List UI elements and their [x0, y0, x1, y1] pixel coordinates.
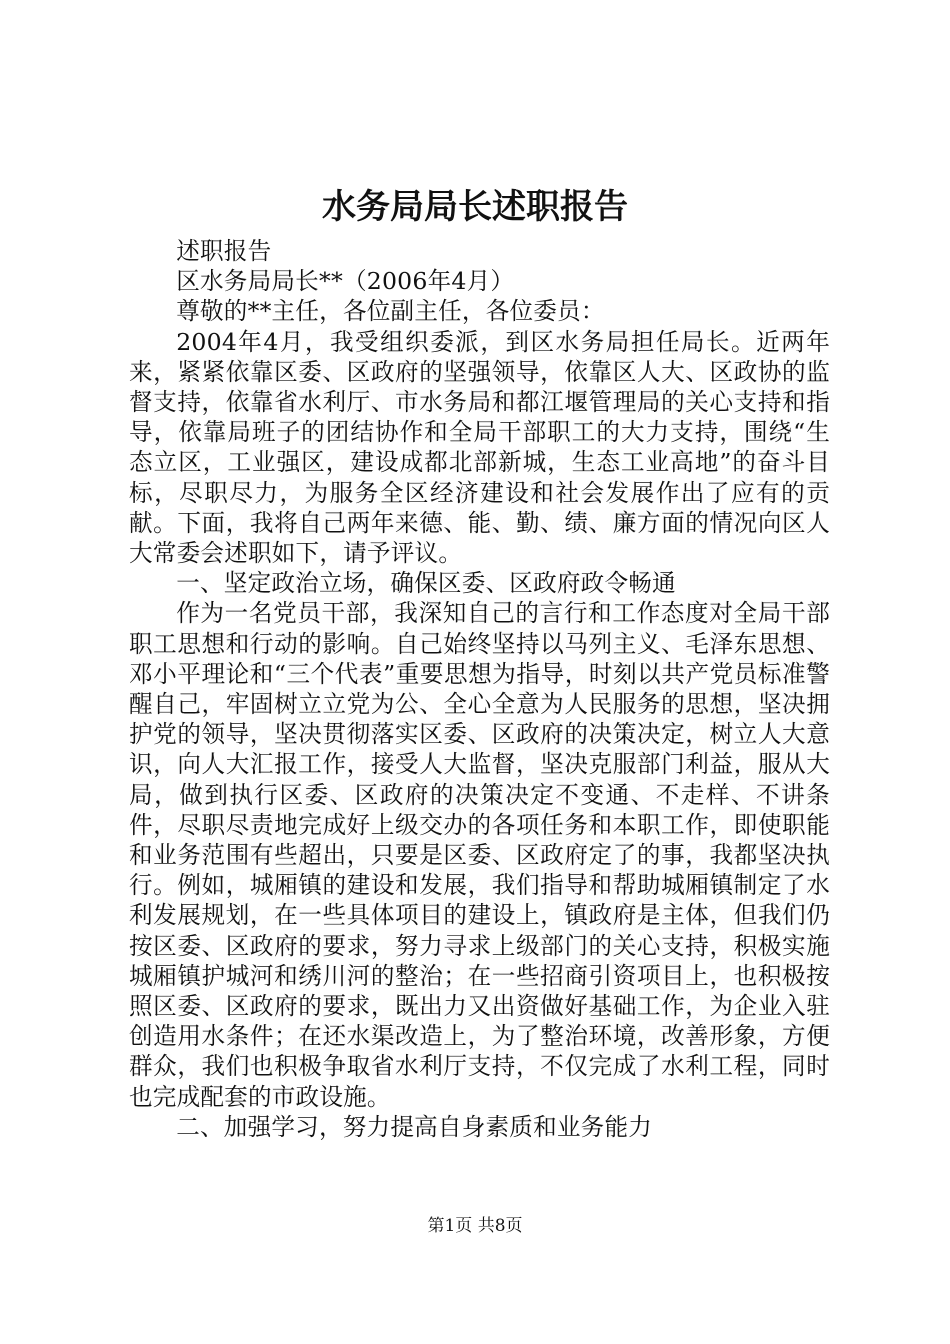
page-footer: 第1页 共8页 — [427, 1216, 523, 1236]
paragraph-author: 区水务局局长**（2006年4月） — [176, 267, 515, 296]
section-heading-1: 一、坚定政治立场，确保区委、区政府政令畅通 — [176, 569, 676, 598]
paragraph-section-1: 作为一名党员干部，我深知自己的言行和工作态度对全局干部职工思想和行动的影响。自己始终坚持以马列主义、毛泽东思想、邓小平理论和“三个代表”重要思想为指导，时刻以共产党员标准警醒自己，牢固树立立党为公、全心全意为人民服务的思想，坚决拥护党的领导，坚决贯彻落实区委、区政府的决策决定，树立人大意识，向人大汇报工作，接受人大监督，坚决克服部门利益，服从大局，做到执行区委、区政府的决策决定不变通、不走样、不讲条件，尽职尽责地完成好上级交办的各项任务和本职工作，即使职能和业务范围有些超出，只要是区委、区政府定了的事，我都坚决执行。例如，城厢镇的建设和发展，我们指导和帮助城厢镇制定了水利发展规划，在一些具体项目的建设上，镇政府是主体，但我们仍按区委、区政府的要求，努力寻求上级部门的关心支持，积极实施城厢镇护城河和绣川河的整治；在一些招商引资项目上，也积极按照区委、区政府的要求，既出力又出资做好基础工作，为企业入驻创造用水条件；在还水渠改造上，为了整治环境，改善形象，方便群众，我们也积极争取省水利厅支持，不仅完成了水利工程，同时也完成配套的市政设施。 — [129, 599, 830, 1111]
paragraph-intro: 2004年4月，我受组织委派，到区水务局担任局长。近两年来，紧紧依靠区委、区政府的坚强领导，依靠区人大、区政协的监督支持，依靠省水利厅、市水务局和都江堰管理局的关心支持和指导，依靠局班子的团结协作和全局干部职工的大力支持，围绕“生态立区，工业强区，建设成都北部新城，生态工业高地”的奋斗目标，尽职尽力，为服务全区经济建设和社会发展作出了应有的贡献。下面，我将自己两年来德、能、勤、绩、廉方面的情况向区人大常委会述职如下，请予评议。 — [129, 327, 830, 568]
paragraph-salutation: 尊敬的**主任，各位副主任，各位委员： — [176, 297, 605, 326]
document-title: 水务局局长述职报告 — [322, 187, 628, 227]
section-heading-2: 二、加强学习，努力提高自身素质和业务能力 — [176, 1112, 653, 1141]
document-body — [129, 236, 830, 1142]
paragraph-heading: 述职报告 — [176, 237, 272, 265]
